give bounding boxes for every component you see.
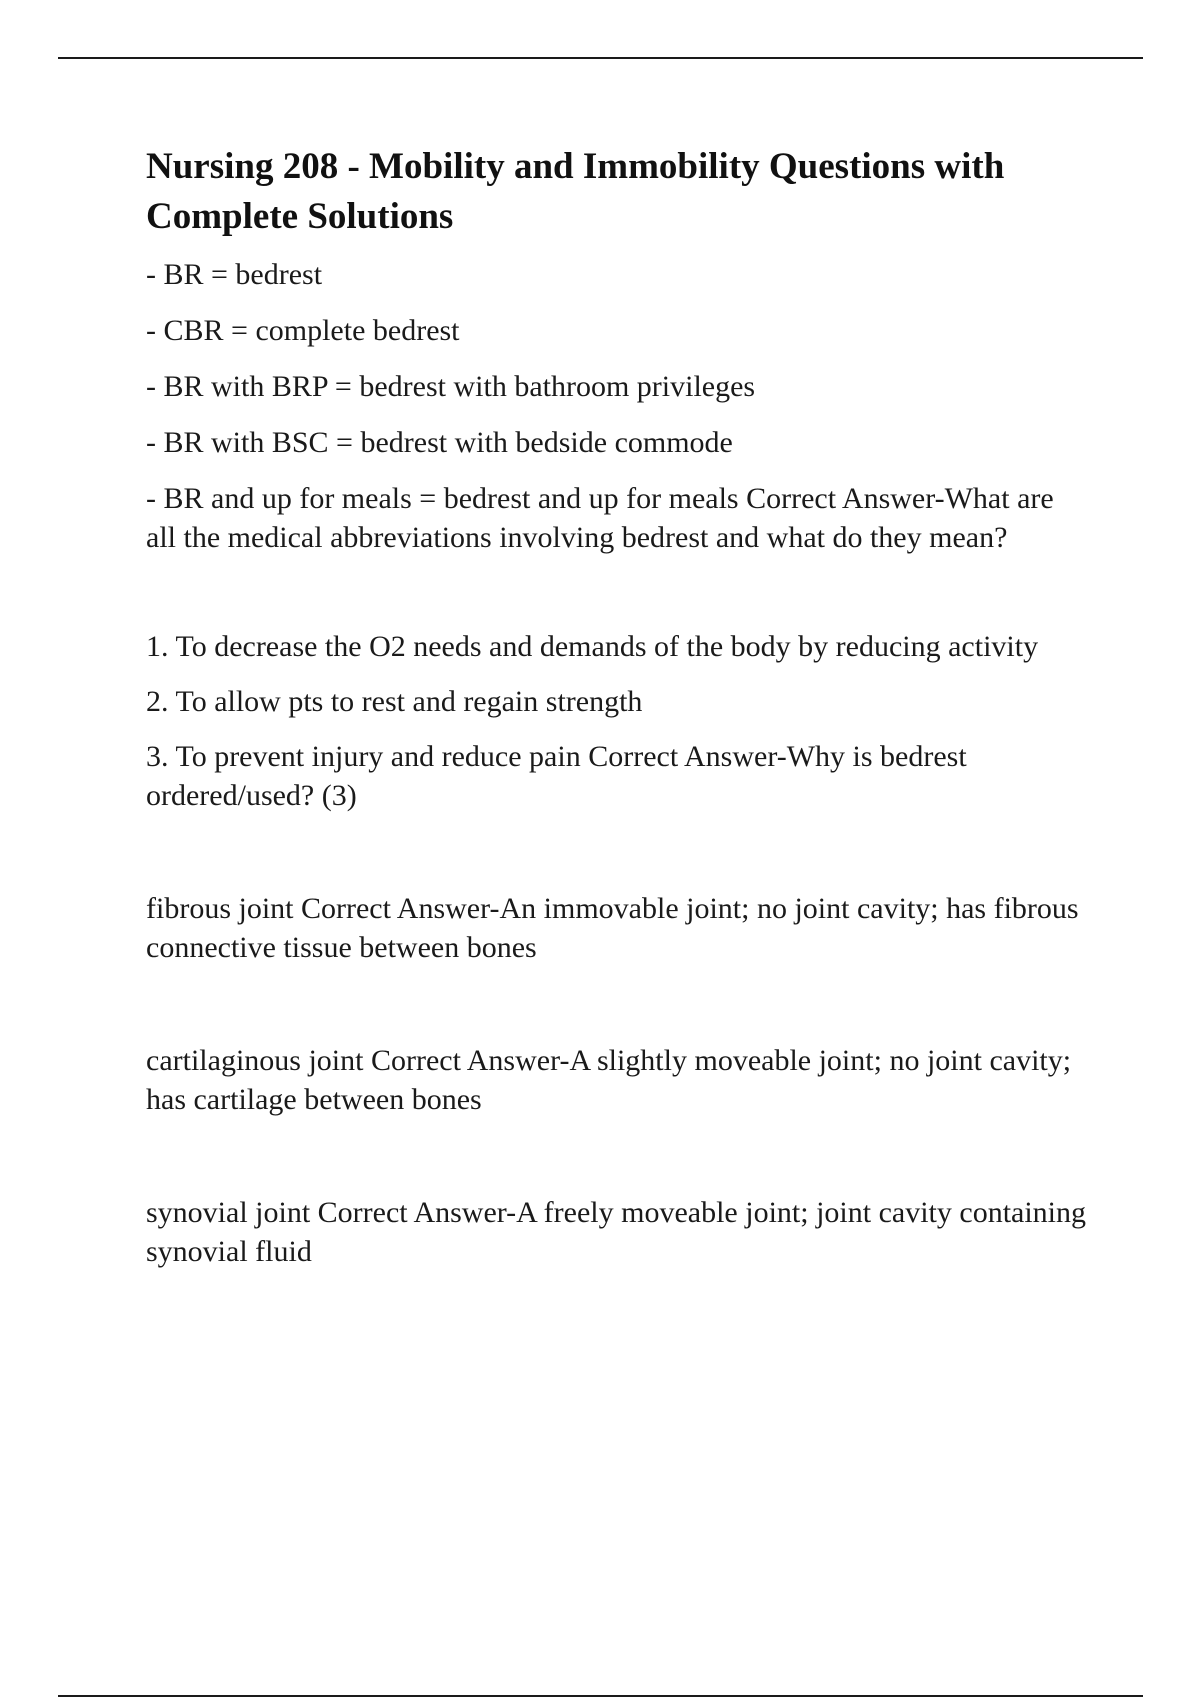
top-rule — [58, 57, 1143, 59]
abbreviation-answer-line: - BR and up for meals = bedrest and up for meals Correct Answer-What are all the medical abbreviations involving bedrest and what do they mean? — [146, 482, 1054, 554]
cartilaginous-joint-answer: cartilaginous joint Correct Answer-A slightly moveable joint; no joint cavity; has cartilage between bones — [146, 1044, 1072, 1116]
synovial-joint-answer: synovial joint Correct Answer-A freely moveable joint; joint cavity containing synovial fluid — [146, 1196, 1087, 1268]
bedrest-reason-line: 1. To decrease the O2 needs and demands of the body by reducing activity — [146, 630, 1039, 663]
abbreviation-line: - BR = bedrest — [146, 258, 323, 291]
bedrest-reason-answer-line: 3. To prevent injury and reduce pain Correct Answer-Why is bedrest ordered/used? (3) — [146, 740, 967, 812]
abbreviation-line: - BR with BSC = bedrest with bedside commode — [146, 426, 733, 459]
abbreviation-line: - BR with BRP = bedrest with bathroom privileges — [146, 370, 756, 403]
abbreviation-line: - CBR = complete bedrest — [146, 314, 460, 347]
document-title: Nursing 208 - Mobility and Immobility Questions with Complete Solutions — [146, 146, 1005, 237]
bedrest-reason-line: 2. To allow pts to rest and regain strength — [146, 685, 643, 718]
bottom-rule — [58, 1695, 1143, 1697]
document-body — [146, 142, 1091, 1271]
fibrous-joint-answer: fibrous joint Correct Answer-An immovable joint; no joint cavity; has fibrous connective tissue between bones — [146, 892, 1079, 964]
